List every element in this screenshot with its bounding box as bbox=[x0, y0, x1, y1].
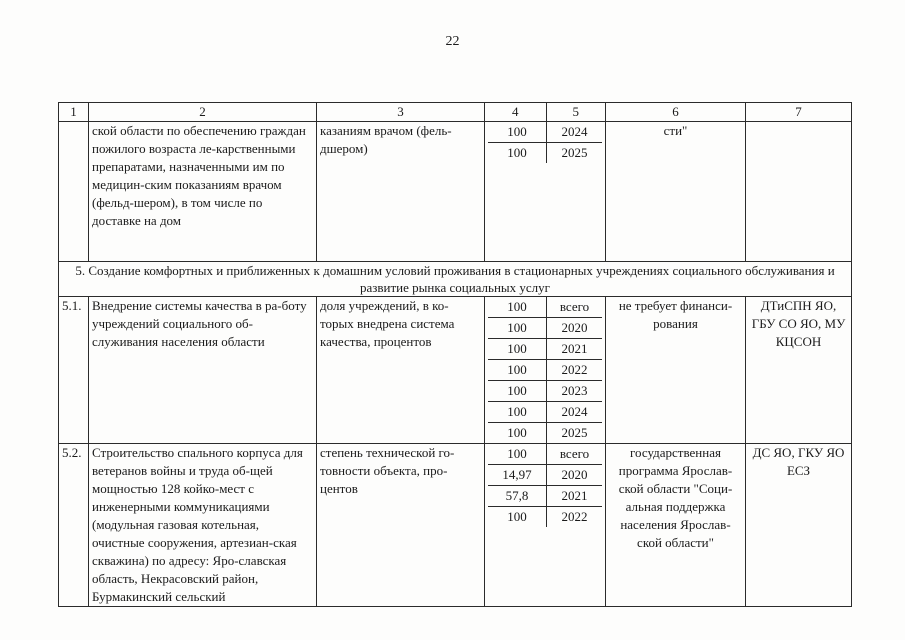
values-cell bbox=[485, 297, 606, 444]
target-year: 2024 bbox=[546, 122, 602, 143]
target-value: 100 bbox=[488, 381, 546, 402]
executor-cell bbox=[746, 122, 852, 262]
header-cell: 2 bbox=[89, 103, 317, 122]
indicator-cell: степень технической го-товности объекта, про-центов bbox=[317, 444, 485, 607]
program-table bbox=[58, 102, 852, 607]
executor-cell: ДТиСПН ЯО, ГБУ СО ЯО, МУ КЦСОН bbox=[746, 297, 852, 444]
target-year: всего bbox=[546, 444, 602, 465]
funding-cell: государственная программа Ярослав-ской области "Соци-альная поддержка населения Ярослав-ской области" bbox=[606, 444, 746, 607]
header-cell: 7 bbox=[746, 103, 852, 122]
indicator-cell: казаниям врачом (фель-дшером) bbox=[317, 122, 485, 262]
target-year: 2022 bbox=[546, 507, 602, 527]
funding-cell: не требует финанси-рования bbox=[606, 297, 746, 444]
target-value: 100 bbox=[507, 145, 527, 160]
target-year: 2024 bbox=[546, 402, 602, 423]
table-row bbox=[59, 122, 852, 262]
target-year: 2020 bbox=[546, 318, 602, 339]
measure-cell: Строительство спального корпуса для ветеранов войны и труда об-щей мощностью 128 койко-мест с инженерными коммуникациями (модульная газовая котельная, очистные сооружения, артезиан-ская скважина) по адресу: Яро-славская область, Некрасовский район, Бурмакинский сельский bbox=[89, 444, 317, 607]
row-number: 5.1. bbox=[59, 297, 89, 444]
measure-cell: Внедрение системы качества в ра-боту учреждений социального об-служивания населения области bbox=[89, 297, 317, 444]
target-value: 100 bbox=[488, 339, 546, 360]
values-cell bbox=[485, 122, 606, 262]
table-row bbox=[59, 297, 852, 444]
target-year: всего bbox=[546, 297, 602, 318]
section-title: 5. Создание комфортных и приближенных к домашним условий проживания в стационарных учреждениях социального обслуживания и развитие рынка социальных услуг bbox=[59, 262, 852, 297]
values-cell bbox=[485, 444, 606, 607]
target-year: 2020 bbox=[546, 465, 602, 486]
target-value: 14,97 bbox=[488, 465, 546, 486]
header-row bbox=[59, 103, 852, 122]
target-year: 2023 bbox=[546, 381, 602, 402]
indicator-cell: доля учреждений, в ко-торых внедрена система качества, процентов bbox=[317, 297, 485, 444]
header-cell: 5 bbox=[546, 103, 605, 122]
target-value: 100 bbox=[488, 297, 546, 318]
target-year: 2021 bbox=[546, 486, 602, 507]
row-number bbox=[59, 122, 89, 262]
target-year: 2025 bbox=[546, 143, 602, 163]
header-cell: 4 bbox=[485, 103, 547, 122]
page-number: 22 bbox=[445, 34, 460, 49]
section-row bbox=[59, 262, 852, 297]
target-year: 2022 bbox=[546, 360, 602, 381]
target-value: 57,8 bbox=[488, 486, 546, 507]
funding-cell: сти" bbox=[606, 122, 746, 262]
target-value: 100 bbox=[507, 509, 527, 524]
target-value: 100 bbox=[488, 360, 546, 381]
measure-cell: ской области по обеспечению граждан пожилого возраста ле-карственными препаратами, назначенными им по медицин-ским показаниям врачом (фельд-шером), в том числе по доставке на дом bbox=[89, 122, 317, 262]
target-value: 100 bbox=[488, 318, 546, 339]
target-value: 100 bbox=[488, 122, 546, 143]
header-cell: 1 bbox=[59, 103, 89, 122]
table-row bbox=[59, 444, 852, 607]
target-value: 100 bbox=[488, 402, 546, 423]
row-number: 5.2. bbox=[59, 444, 89, 607]
executor-cell: ДС ЯО, ГКУ ЯО ЕСЗ bbox=[746, 444, 852, 607]
target-year: 2025 bbox=[546, 423, 602, 443]
header-cell: 6 bbox=[606, 103, 746, 122]
header-cell: 3 bbox=[317, 103, 485, 122]
target-value: 100 bbox=[488, 444, 546, 465]
target-value: 100 bbox=[507, 425, 527, 440]
target-year: 2021 bbox=[546, 339, 602, 360]
